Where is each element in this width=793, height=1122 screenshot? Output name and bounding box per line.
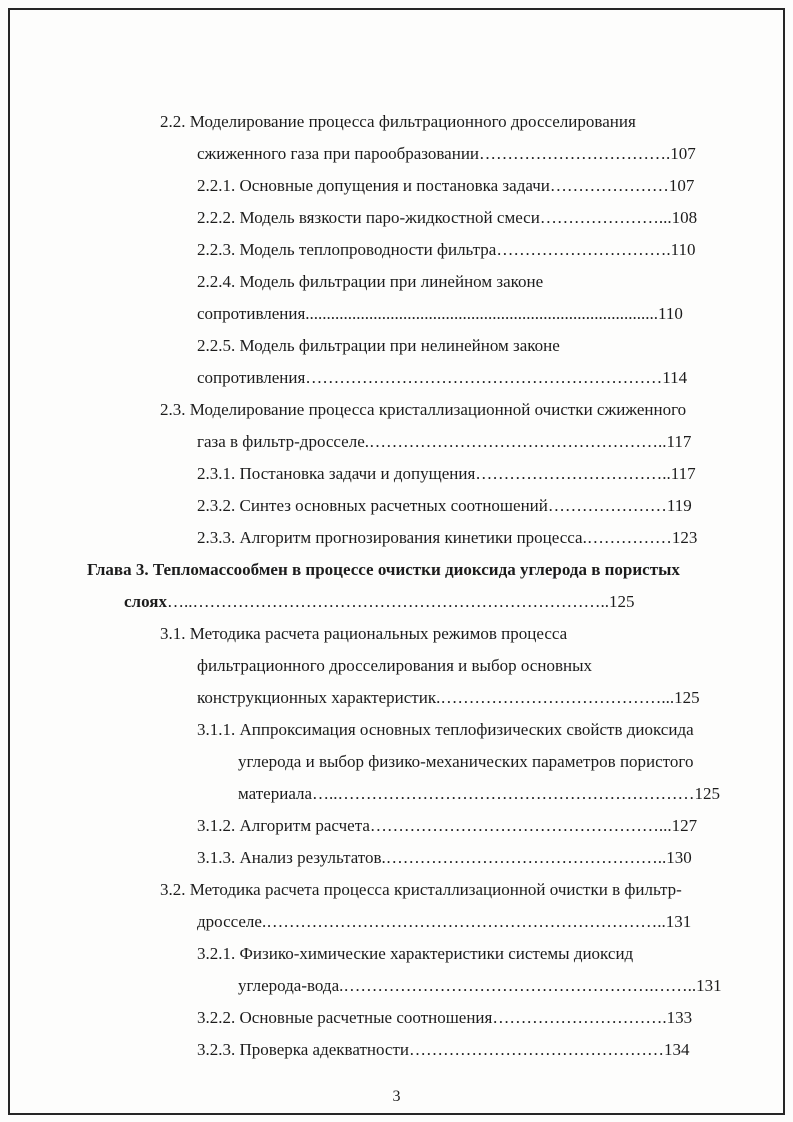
- toc-line: сжиженного газа при парообразовании…………………………….107: [197, 144, 696, 163]
- toc-line: 2.2. Моделирование процесса фильтрационного дросселирования: [160, 112, 636, 131]
- toc-line: конструкционных характеристик.…………………………………...125: [197, 688, 700, 707]
- toc-line: 2.3.2. Синтез основных расчетных соотношений…………………119: [197, 496, 692, 515]
- toc-line: сопротивления...................................................................................110: [197, 304, 683, 323]
- toc-line: 2.2.2. Модель вязкости паро-жидкостной смеси…………………...108: [197, 208, 698, 227]
- toc-line: сопротивления………………………………………………………114: [197, 368, 688, 387]
- toc-line: 2.2.5. Модель фильтрации при нелинейном законе: [197, 336, 560, 355]
- toc-line: 2.2.3. Модель теплопроводности фильтра………………………….110: [197, 240, 696, 259]
- toc-line: газа в фильтр-дросселе.……………………………………………..117: [197, 432, 692, 451]
- toc-line: 3.2. Методика расчета процесса кристаллизационной очистки в фильтр-: [160, 880, 682, 899]
- toc-line: углерода и выбор физико-механических параметров пористого: [238, 752, 694, 771]
- toc-line: 2.3. Моделирование процесса кристаллизационной очистки сжиженного: [160, 400, 687, 419]
- toc-chapter-line: [124, 586, 793, 618]
- toc-line: 2.3.3. Алгоритм прогнозирования кинетики процесса.……………123: [197, 528, 698, 547]
- toc-line: дросселе.……………………………………………………………..131: [197, 912, 692, 931]
- toc-line: 3.1.3. Анализ результатов.…………………………………………..130: [197, 848, 692, 867]
- toc-line: 2.3.1. Постановка задачи и допущения……………………………..117: [197, 464, 696, 483]
- toc-line: 3.2.3. Проверка адекватности………………………………………134: [197, 1040, 690, 1059]
- toc-line: фильтрационного дросселирования и выбор основных: [197, 656, 592, 675]
- toc-dot-leader: …..………………………………………………………………..125: [166, 592, 635, 611]
- toc-line: материала…..………………………………………………………125: [238, 784, 721, 803]
- toc-line: 3.2.2. Основные расчетные соотношения………………………….133: [197, 1008, 693, 1027]
- toc-chapter-word: слоях: [124, 592, 167, 611]
- toc-line: 3.2.1. Физико-химические характеристики системы диоксид: [197, 944, 634, 963]
- toc-line: 2.2.1. Основные допущения и постановка задачи…………………107: [197, 176, 695, 195]
- toc-line: 2.2.4. Модель фильтрации при линейном законе: [197, 272, 544, 291]
- toc-line: 3.1. Методика расчета рациональных режимов процесса: [160, 624, 568, 643]
- toc-line: углерода-вода.……………………………………………….……..131: [238, 976, 722, 995]
- page-number: 3: [392, 1088, 401, 1105]
- toc-line: 3.1.2. Алгоритм расчета……………………………………………...127: [197, 816, 698, 835]
- toc-line: 3.1.1. Аппроксимация основных теплофизических свойств диоксида: [197, 720, 694, 739]
- toc-chapter-line: Глава 3. Тепломассообмен в процессе очистки диоксида углерода в пористых: [87, 560, 680, 579]
- table-of-contents: [0, 106, 793, 1066]
